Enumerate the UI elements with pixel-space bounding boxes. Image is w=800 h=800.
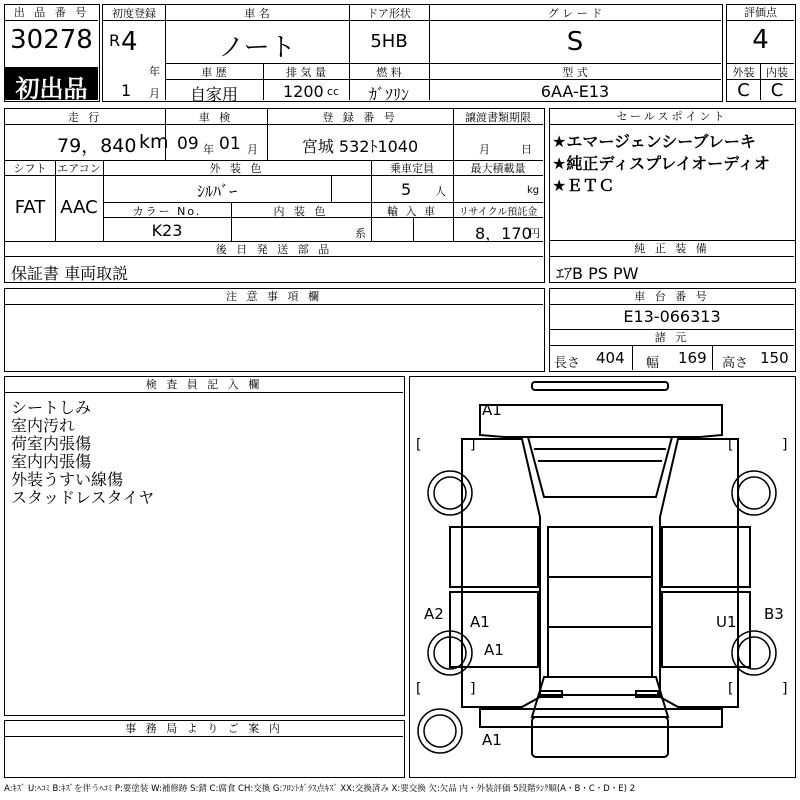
load-label: 最大積載量: [470, 162, 526, 175]
recycle-unit: 円: [529, 227, 540, 240]
legend-text: A:ｷｽﾞ U:ﾍｺﾐ B:ｷｽﾞを伴うﾍｺﾐ P:要塗装 W:補修跡 S:錆 C:腐食 CH:交換 G:ﾌﾛﾝﾄｶﾞﾗｽ点ｷｽﾞ XX:交換済み X:要交換 欠:欠品 内・外装評価 5段階ﾗﾝｸ順(A・B・C・D・E) 2: [4, 784, 636, 794]
capacity-value: 5: [401, 180, 412, 199]
transfer-label: 譲渡書類期限: [465, 111, 531, 124]
displacement-label: 排 気 量: [286, 66, 326, 79]
sales-points-label: セールスポイント: [550, 109, 794, 125]
equipment-value: ｴｱB PS PW: [556, 264, 639, 283]
length-label: 長さ: [554, 356, 581, 371]
details-box: [4, 108, 545, 283]
month-unit: 月: [149, 87, 160, 100]
bracket-front-left-close: ]: [470, 437, 476, 453]
width-value: 169: [678, 349, 707, 367]
damage-mark-rear-bumper: A1: [482, 731, 502, 749]
office-box: [4, 720, 405, 778]
damage-mark-left-fender: A2: [424, 605, 444, 623]
type-value: 6AA-E13: [540, 82, 610, 101]
displacement-value: 1200: [283, 82, 324, 101]
color-no-value: K23: [151, 221, 183, 240]
inspection-label: 車 検: [198, 111, 234, 124]
transfer-day: 日: [521, 143, 532, 156]
inspector-label: 検 査 員 記 入 欄: [5, 377, 403, 393]
sales-point-1: ★エマージェンシーブレーキ: [552, 132, 756, 151]
divider: [413, 217, 414, 241]
damage-mark-bumper: A1: [482, 401, 502, 419]
score-label: 評価点: [727, 5, 794, 21]
ext-grade: C: [737, 80, 750, 101]
inspector-line-5: 外装うすい線傷: [11, 470, 124, 489]
chassis-label: 車 台 番 号: [550, 289, 794, 305]
front-bumper-icon: [532, 382, 668, 390]
inspection-year-unit: 年: [203, 143, 214, 156]
bracket-front-right: [: [728, 437, 734, 453]
shift-label: シフト: [13, 162, 47, 175]
first-listing-text: 初出品: [15, 75, 88, 103]
inspection-month: 01: [219, 134, 241, 154]
bracket-rear-left: [: [416, 681, 422, 697]
color-no-label: カラー No.: [132, 205, 202, 218]
history-value: 自家用: [189, 85, 238, 104]
capacity-unit: 人: [435, 185, 446, 198]
mileage-label: 走 行: [67, 111, 103, 124]
reg-year: 4: [121, 27, 138, 57]
plate-number: 宮城 532ﾄ1040: [301, 137, 419, 156]
int-color-label: 内 装 色: [273, 205, 329, 218]
height-value: 150: [760, 349, 789, 367]
int-grade: C: [770, 80, 784, 101]
door-label: ドア形状: [367, 7, 411, 20]
import-label: 輸 入 車: [387, 205, 437, 218]
plate-label: 登 録 番 号: [322, 111, 398, 124]
divider: [632, 345, 633, 370]
ext-grade-label: 外装: [732, 66, 755, 79]
inspection-year: 09: [177, 134, 199, 154]
bracket-rear-right-close: ]: [782, 681, 788, 697]
transfer-month: 月: [479, 143, 490, 156]
ext-color-value: ｼﾙﾊﾞｰ: [196, 182, 237, 201]
displacement-unit: cc: [327, 85, 340, 98]
equipment-box: [549, 240, 796, 283]
int-grade-label: 内装: [766, 66, 788, 79]
recycle-value: 8，170: [475, 224, 532, 243]
ac-value: AAC: [60, 197, 98, 218]
lot-label: 出 品 番 号: [5, 5, 98, 21]
dims-label: 諸 元: [550, 330, 794, 346]
sales-point-2: ★純正ディスプレイオーディオ: [552, 154, 770, 173]
year-unit: 年: [149, 65, 160, 78]
height-label: 高さ: [722, 356, 749, 371]
damage-mark-right-rear-door: U1: [716, 613, 737, 631]
type-label: 型 式: [562, 66, 588, 79]
lot-box: [4, 4, 100, 102]
car-diagram: [410, 377, 794, 776]
door-type: 5HB: [370, 31, 408, 52]
inspector-line-4: 室内内張傷: [11, 452, 92, 471]
reg-month: 1: [121, 81, 132, 100]
inspector-line-3: 荷室内張傷: [11, 434, 92, 453]
recycle-label: リサイクル預託金: [458, 207, 538, 218]
score-value: 4: [752, 25, 769, 55]
load-unit: kg: [527, 185, 540, 196]
fuel-label: 燃 料: [376, 66, 402, 79]
hood-icon: [480, 405, 722, 437]
history-label: 車 歴: [201, 66, 227, 79]
windshield-icon: [528, 437, 672, 497]
grade-value: S: [566, 27, 584, 57]
inspector-line-1: シートしみ: [11, 398, 92, 417]
int-color-unit: 系: [355, 227, 366, 240]
width-label: 幅: [646, 356, 660, 371]
divider: [331, 175, 332, 202]
bracket-front-left: [: [416, 437, 422, 453]
later-parts-label: 後 日 発 送 部 品: [215, 243, 333, 256]
score-box: [726, 4, 796, 102]
later-parts-value: 保証書 車両取説: [11, 264, 129, 283]
car-diagram-box: [409, 376, 796, 778]
damage-mark-right-quarter: B3: [764, 605, 784, 623]
inspector-line-6: スタッドレスタイヤ: [11, 488, 155, 507]
inspection-month-unit: 月: [247, 143, 258, 156]
damage-mark-left-rear-door: A1: [470, 613, 490, 631]
inspector-line-2: 室内汚れ: [11, 416, 76, 435]
chassis-box: [549, 288, 796, 372]
capacity-label: 乗車定員: [390, 162, 434, 175]
mileage-unit: km: [139, 131, 169, 153]
ext-color-label: 外 装 色: [209, 162, 265, 175]
divider: [712, 345, 713, 370]
bracket-rear-right: [: [728, 681, 734, 697]
fuel-value: ｶﾞｿﾘﾝ: [368, 85, 409, 104]
first-reg-label: 初度登録: [112, 7, 156, 20]
bracket-rear-left-close: ]: [470, 681, 476, 697]
ac-label: エアコン: [57, 162, 101, 175]
model-name: ノート: [218, 33, 296, 63]
chassis-number: E13-066313: [623, 307, 721, 326]
notes-label: 注 意 事 項 欄: [5, 289, 543, 305]
mileage-value: 79，840: [57, 135, 137, 157]
office-label: 事 務 局 よ り ご 案 内: [5, 721, 403, 737]
bracket-front-right-close: ]: [782, 437, 788, 453]
equipment-label: 純 正 装 備: [550, 241, 794, 257]
notes-box: [4, 288, 545, 372]
sales-points-box: [549, 108, 796, 241]
shift-value: FAT: [14, 197, 46, 218]
inspector-box: [4, 376, 405, 716]
tailgate-icon: [532, 717, 668, 757]
era-mark: R: [109, 31, 121, 50]
sales-point-3: ★ＥＴＣ: [552, 176, 615, 195]
damage-mark-left-quarter: A1: [484, 641, 504, 659]
model-label: 車 名: [244, 7, 270, 20]
length-value: 404: [596, 349, 625, 367]
lot-number: 30278: [10, 25, 93, 55]
vehicle-header-box: [102, 4, 723, 102]
first-listing-badge: [5, 67, 98, 103]
roof-icon: [548, 527, 652, 677]
grade-label: グ レ ー ド: [547, 7, 603, 20]
